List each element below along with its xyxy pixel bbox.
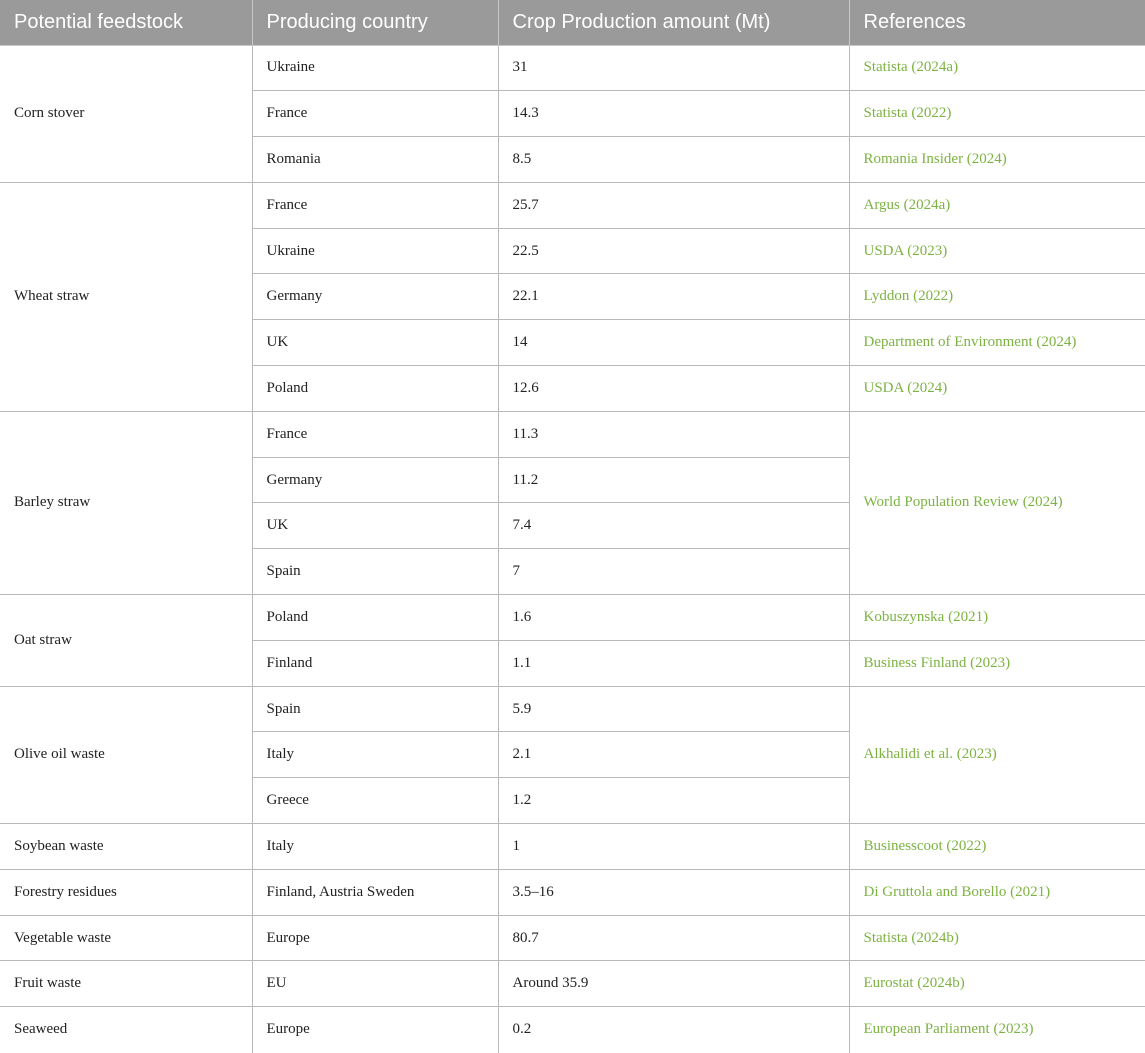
reference-link[interactable]: USDA (2023) bbox=[849, 228, 1145, 274]
country-cell: Europe bbox=[252, 1007, 498, 1053]
amount-cell: 11.2 bbox=[498, 457, 849, 503]
feedstock-cell: Oat straw bbox=[0, 595, 252, 687]
amount-cell: 22.5 bbox=[498, 228, 849, 274]
country-cell: France bbox=[252, 411, 498, 457]
reference-link[interactable]: Alkhalidi et al. (2023) bbox=[849, 686, 1145, 823]
table-body bbox=[0, 45, 1145, 1053]
feedstock-cell: Wheat straw bbox=[0, 182, 252, 411]
table-row bbox=[0, 595, 1145, 641]
reference-link[interactable]: Businesscoot (2022) bbox=[849, 824, 1145, 870]
country-cell: Poland bbox=[252, 366, 498, 412]
country-cell: Italy bbox=[252, 732, 498, 778]
country-cell: Finland bbox=[252, 640, 498, 686]
amount-cell: 1 bbox=[498, 824, 849, 870]
feedstock-cell: Fruit waste bbox=[0, 961, 252, 1007]
feedstock-cell: Soybean waste bbox=[0, 824, 252, 870]
table-row bbox=[0, 686, 1145, 732]
country-cell: Spain bbox=[252, 549, 498, 595]
table-header bbox=[0, 0, 1145, 45]
table-row bbox=[0, 411, 1145, 457]
amount-cell: 11.3 bbox=[498, 411, 849, 457]
reference-link[interactable]: Department of Environment (2024) bbox=[849, 320, 1145, 366]
country-cell: Italy bbox=[252, 824, 498, 870]
country-cell: UK bbox=[252, 320, 498, 366]
amount-cell: 7.4 bbox=[498, 503, 849, 549]
amount-cell: Around 35.9 bbox=[498, 961, 849, 1007]
country-cell: Spain bbox=[252, 686, 498, 732]
reference-link[interactable]: Romania Insider (2024) bbox=[849, 137, 1145, 183]
country-cell: UK bbox=[252, 503, 498, 549]
header-references: References bbox=[849, 0, 1145, 45]
country-cell: EU bbox=[252, 961, 498, 1007]
amount-cell: 25.7 bbox=[498, 182, 849, 228]
amount-cell: 1.2 bbox=[498, 778, 849, 824]
country-cell: Romania bbox=[252, 137, 498, 183]
amount-cell: 80.7 bbox=[498, 915, 849, 961]
country-cell: France bbox=[252, 91, 498, 137]
amount-cell: 8.5 bbox=[498, 137, 849, 183]
table-row bbox=[0, 961, 1145, 1007]
reference-link[interactable]: Di Gruttola and Borello (2021) bbox=[849, 869, 1145, 915]
reference-link[interactable]: Kobuszynska (2021) bbox=[849, 595, 1145, 641]
reference-link[interactable]: USDA (2024) bbox=[849, 366, 1145, 412]
reference-link[interactable]: Lyddon (2022) bbox=[849, 274, 1145, 320]
feedstock-cell: Olive oil waste bbox=[0, 686, 252, 823]
country-cell: Poland bbox=[252, 595, 498, 641]
reference-link[interactable]: Statista (2024b) bbox=[849, 915, 1145, 961]
country-cell: Germany bbox=[252, 457, 498, 503]
amount-cell: 22.1 bbox=[498, 274, 849, 320]
reference-link[interactable]: Statista (2022) bbox=[849, 91, 1145, 137]
table-row bbox=[0, 1007, 1145, 1053]
feedstock-cell: Vegetable waste bbox=[0, 915, 252, 961]
reference-link[interactable]: World Population Review (2024) bbox=[849, 411, 1145, 594]
amount-cell: 7 bbox=[498, 549, 849, 595]
amount-cell: 3.5–16 bbox=[498, 869, 849, 915]
amount-cell: 5.9 bbox=[498, 686, 849, 732]
amount-cell: 31 bbox=[498, 45, 849, 91]
amount-cell: 1.1 bbox=[498, 640, 849, 686]
reference-link[interactable]: Eurostat (2024b) bbox=[849, 961, 1145, 1007]
table-row bbox=[0, 182, 1145, 228]
table-row bbox=[0, 45, 1145, 91]
country-cell: France bbox=[252, 182, 498, 228]
amount-cell: 0.2 bbox=[498, 1007, 849, 1053]
amount-cell: 2.1 bbox=[498, 732, 849, 778]
table-row bbox=[0, 915, 1145, 961]
country-cell: Greece bbox=[252, 778, 498, 824]
amount-cell: 1.6 bbox=[498, 595, 849, 641]
country-cell: Ukraine bbox=[252, 45, 498, 91]
amount-cell: 14 bbox=[498, 320, 849, 366]
header-country: Producing country bbox=[252, 0, 498, 45]
reference-link[interactable]: Argus (2024a) bbox=[849, 182, 1145, 228]
header-feedstock: Potential feedstock bbox=[0, 0, 252, 45]
header-row bbox=[0, 0, 1145, 45]
header-amount: Crop Production amount (Mt) bbox=[498, 0, 849, 45]
feedstock-cell: Forestry residues bbox=[0, 869, 252, 915]
reference-link[interactable]: Statista (2024a) bbox=[849, 45, 1145, 91]
country-cell: Germany bbox=[252, 274, 498, 320]
country-cell: Ukraine bbox=[252, 228, 498, 274]
feedstock-cell: Barley straw bbox=[0, 411, 252, 594]
table-row bbox=[0, 869, 1145, 915]
country-cell: Finland, Austria Sweden bbox=[252, 869, 498, 915]
amount-cell: 14.3 bbox=[498, 91, 849, 137]
reference-link[interactable]: Business Finland (2023) bbox=[849, 640, 1145, 686]
feedstock-cell: Seaweed bbox=[0, 1007, 252, 1053]
country-cell: Europe bbox=[252, 915, 498, 961]
table-row bbox=[0, 824, 1145, 870]
reference-link[interactable]: European Parliament (2023) bbox=[849, 1007, 1145, 1053]
amount-cell: 12.6 bbox=[498, 366, 849, 412]
feedstock-cell: Corn stover bbox=[0, 45, 252, 182]
